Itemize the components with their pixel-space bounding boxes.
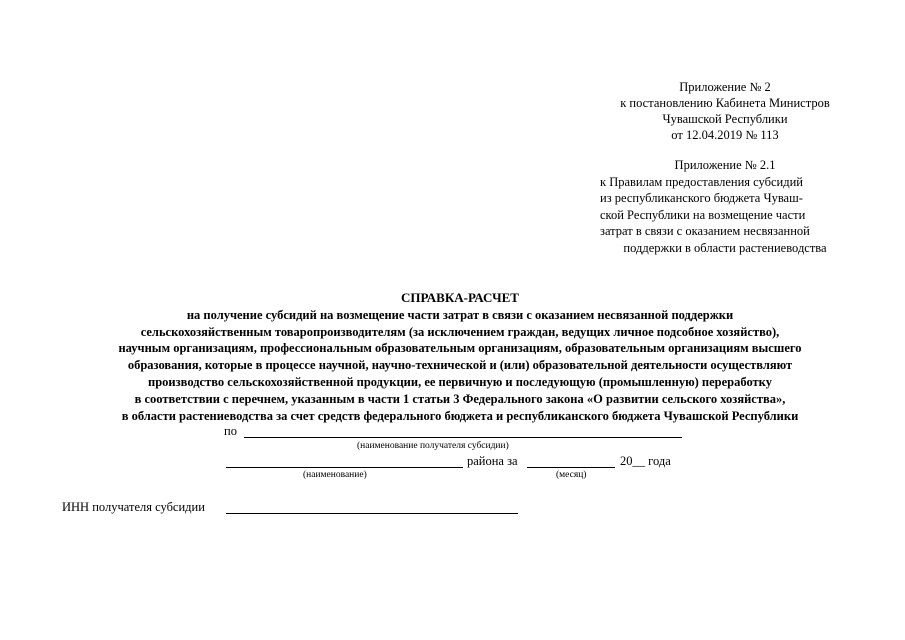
appendix-2-1-reference: [600, 157, 850, 256]
title-line: на получение субсидий на возмещение части затрат в связи с оказанием несвязанной поддержки: [186, 307, 734, 322]
po-label: по: [224, 424, 237, 438]
appendix-2-1-line: ской Республики на возмещение части: [600, 207, 806, 222]
appendix-2-1-line: к Правилам предоставления субсидий: [600, 174, 803, 189]
appendix-2-1-line: затрат в связи с оказанием несвязанной: [600, 224, 810, 238]
title-line: образования, которые в процессе научной, научно-технической и (или) образовательной деятельности осуществляют: [127, 358, 793, 373]
title-line: научным организациям, профессиональным образовательным организациям, образовательным организациям высшего: [118, 341, 802, 356]
month-field[interactable]: [527, 467, 615, 468]
appendix-2-line: Приложение № 2: [679, 80, 771, 94]
title-line: сельскохозяйственным товаропроизводителям (за исключением граждан, ведущих личное подсобное хозяйство),: [140, 324, 780, 339]
appendix-2-1-line: из республиканского бюджета Чуваш-: [600, 191, 803, 205]
district-name-field[interactable]: [226, 467, 463, 468]
title-line: производство сельскохозяйственной продукции, ее первичную и последующую (промышленную) переработку: [148, 374, 772, 389]
appendix-2-line: Чувашской Республики: [662, 112, 788, 126]
month-hint: (месяц): [556, 470, 587, 480]
appendix-2-1-title: Приложение № 2.1: [674, 158, 776, 172]
inn-label: ИНН получателя субсидии: [62, 500, 205, 514]
recipient-name-field[interactable]: [244, 437, 682, 438]
district-label: района за: [467, 454, 518, 468]
recipient-name-hint: (наименование получателя субсидии): [357, 441, 509, 451]
title-line: в области растениеводства за счет средств федерального бюджета и республиканского бюджета Чувашской Республики: [121, 408, 799, 423]
appendix-2-reference: [580, 79, 870, 143]
district-name-hint: (наименование): [303, 470, 367, 480]
document-title-block: [40, 290, 880, 424]
appendix-2-1-line: поддержки в области растениеводства: [623, 240, 827, 255]
year-label: 20__ года: [620, 454, 671, 468]
document-heading: СПРАВКА-РАСЧЕТ: [401, 290, 519, 305]
appendix-2-line: от 12.04.2019 № 113: [671, 128, 779, 142]
inn-field[interactable]: [226, 513, 518, 514]
appendix-2-line: к постановлению Кабинета Министров: [620, 96, 830, 110]
title-line: в соответствии с перечнем, указанным в части 1 статьи 3 Федерального закона «О развитии сельского хозяйства»,: [134, 391, 786, 406]
